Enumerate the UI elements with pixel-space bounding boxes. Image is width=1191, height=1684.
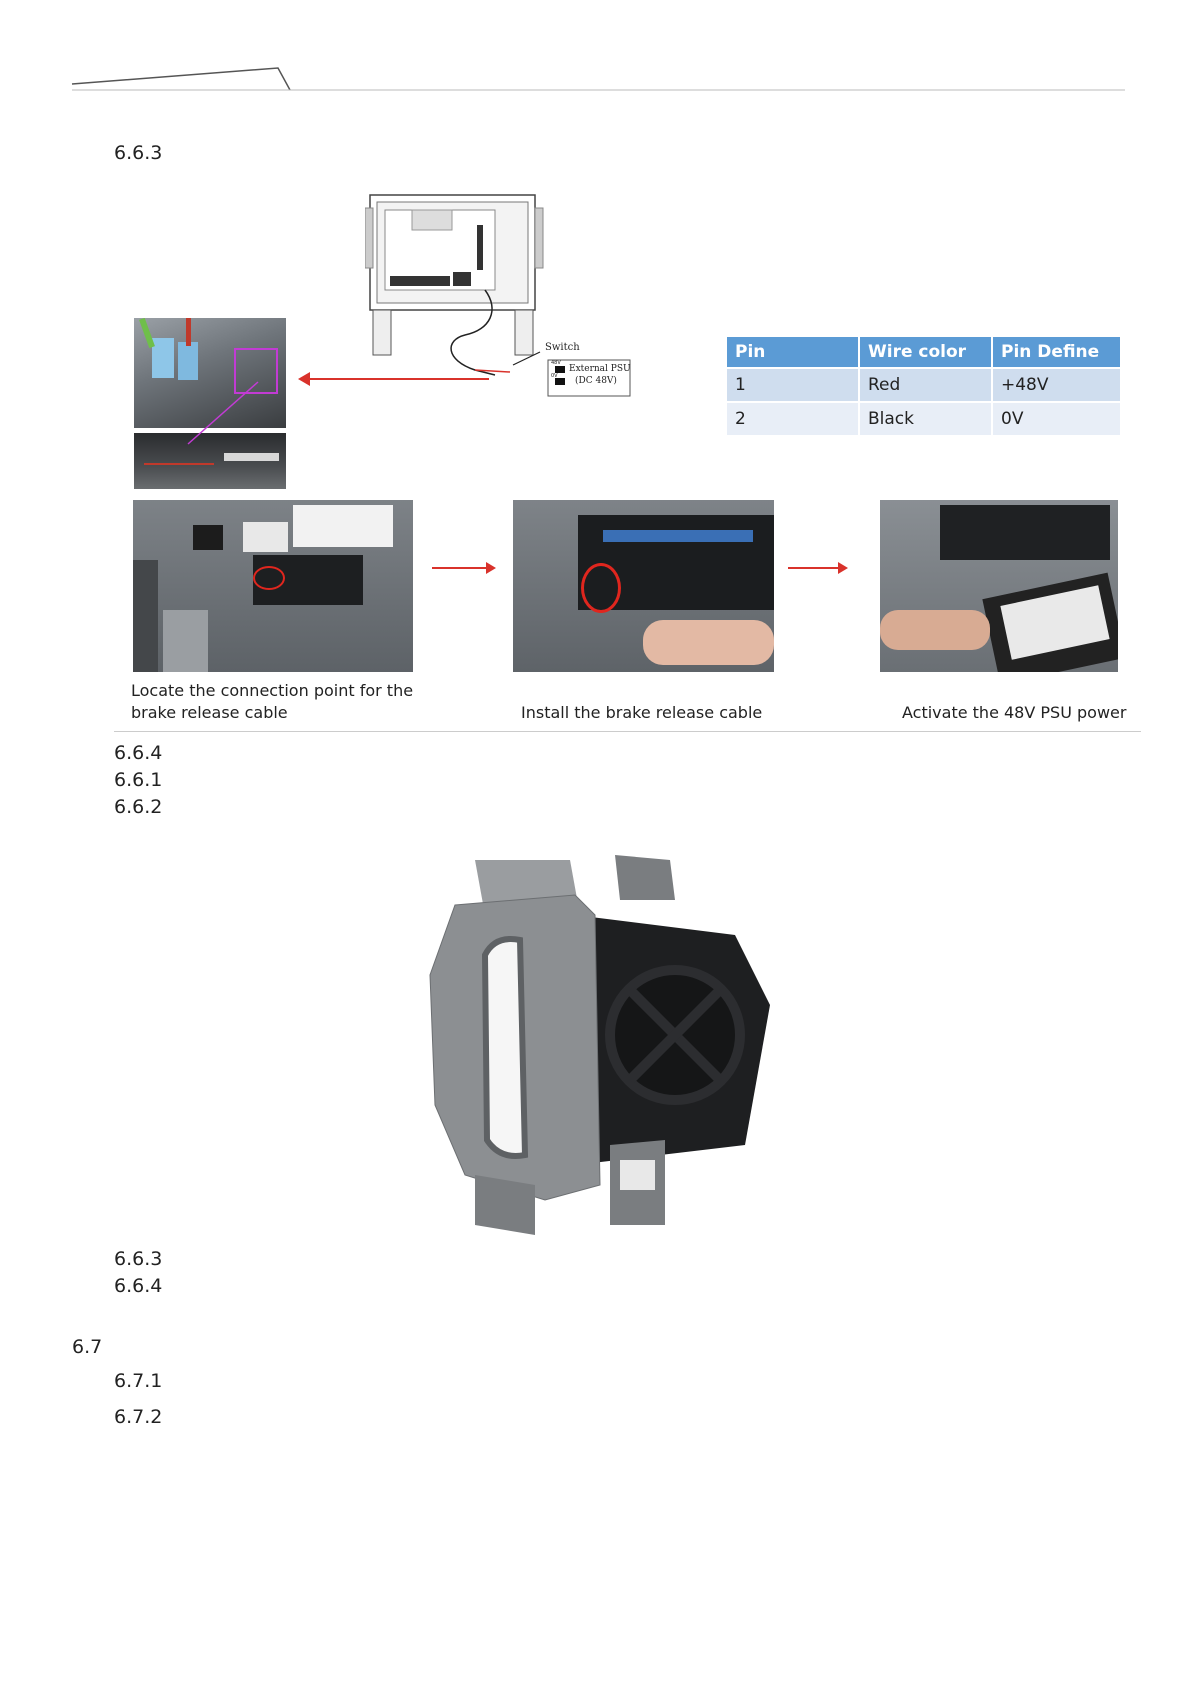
red-circle-highlight [581, 563, 621, 613]
section-number: 6.7 [72, 1336, 103, 1358]
table-row [727, 368, 1121, 402]
magenta-pointer [180, 380, 270, 450]
section-number: 6.6.3 [114, 142, 163, 164]
section-number: 6.6.1 [114, 769, 163, 791]
psu-label: External PSU [569, 364, 631, 374]
step2-photo [513, 500, 774, 672]
section-number: 6.7.2 [114, 1406, 163, 1428]
step1-caption [131, 680, 413, 724]
header-pin-define: Pin Define [992, 337, 1121, 368]
section-number: 6.6.3 [114, 1248, 163, 1270]
step3-photo [880, 500, 1118, 672]
step1-photo [133, 500, 413, 672]
cell-pin: 2 [727, 402, 859, 435]
psu-voltage-label: (DC 48V) [575, 376, 617, 386]
pin-table [727, 337, 1122, 435]
pin-table-header [727, 337, 1121, 368]
pin-0v-label: 0V [551, 373, 558, 379]
red-circle-highlight [253, 566, 285, 590]
cell-wire-color: Black [859, 402, 992, 435]
red-arrow-step1 [432, 567, 494, 569]
cell-pin: 1 [727, 368, 859, 402]
step3-caption: Activate the 48V PSU power [902, 703, 1127, 722]
cell-wire-color: Red [859, 368, 992, 402]
controller-diagram [365, 180, 645, 400]
red-arrow-step2 [788, 567, 846, 569]
section-number: 6.6.4 [114, 1275, 163, 1297]
section-number: 6.6.2 [114, 796, 163, 818]
header-rule [0, 60, 1191, 100]
header-pin: Pin [727, 337, 859, 368]
bracket-product-photo [425, 855, 770, 1235]
red-arrow-left [306, 378, 489, 380]
cell-pin-define: 0V [992, 402, 1121, 435]
step2-caption: Install the brake release cable [521, 703, 763, 722]
section-number: 6.6.4 [114, 742, 163, 764]
divider [114, 731, 1141, 732]
cell-pin-define: +48V [992, 368, 1121, 402]
arrow-head [298, 372, 310, 386]
switch-label: Switch [545, 342, 580, 353]
pin-48v-label: 48V [551, 360, 561, 366]
table-row [727, 402, 1121, 435]
step1-caption-line2: brake release cable [131, 703, 288, 722]
header-wire-color: Wire color [859, 337, 992, 368]
section-number: 6.7.1 [114, 1370, 163, 1392]
step1-caption-line1: Locate the connection point for the [131, 681, 414, 700]
